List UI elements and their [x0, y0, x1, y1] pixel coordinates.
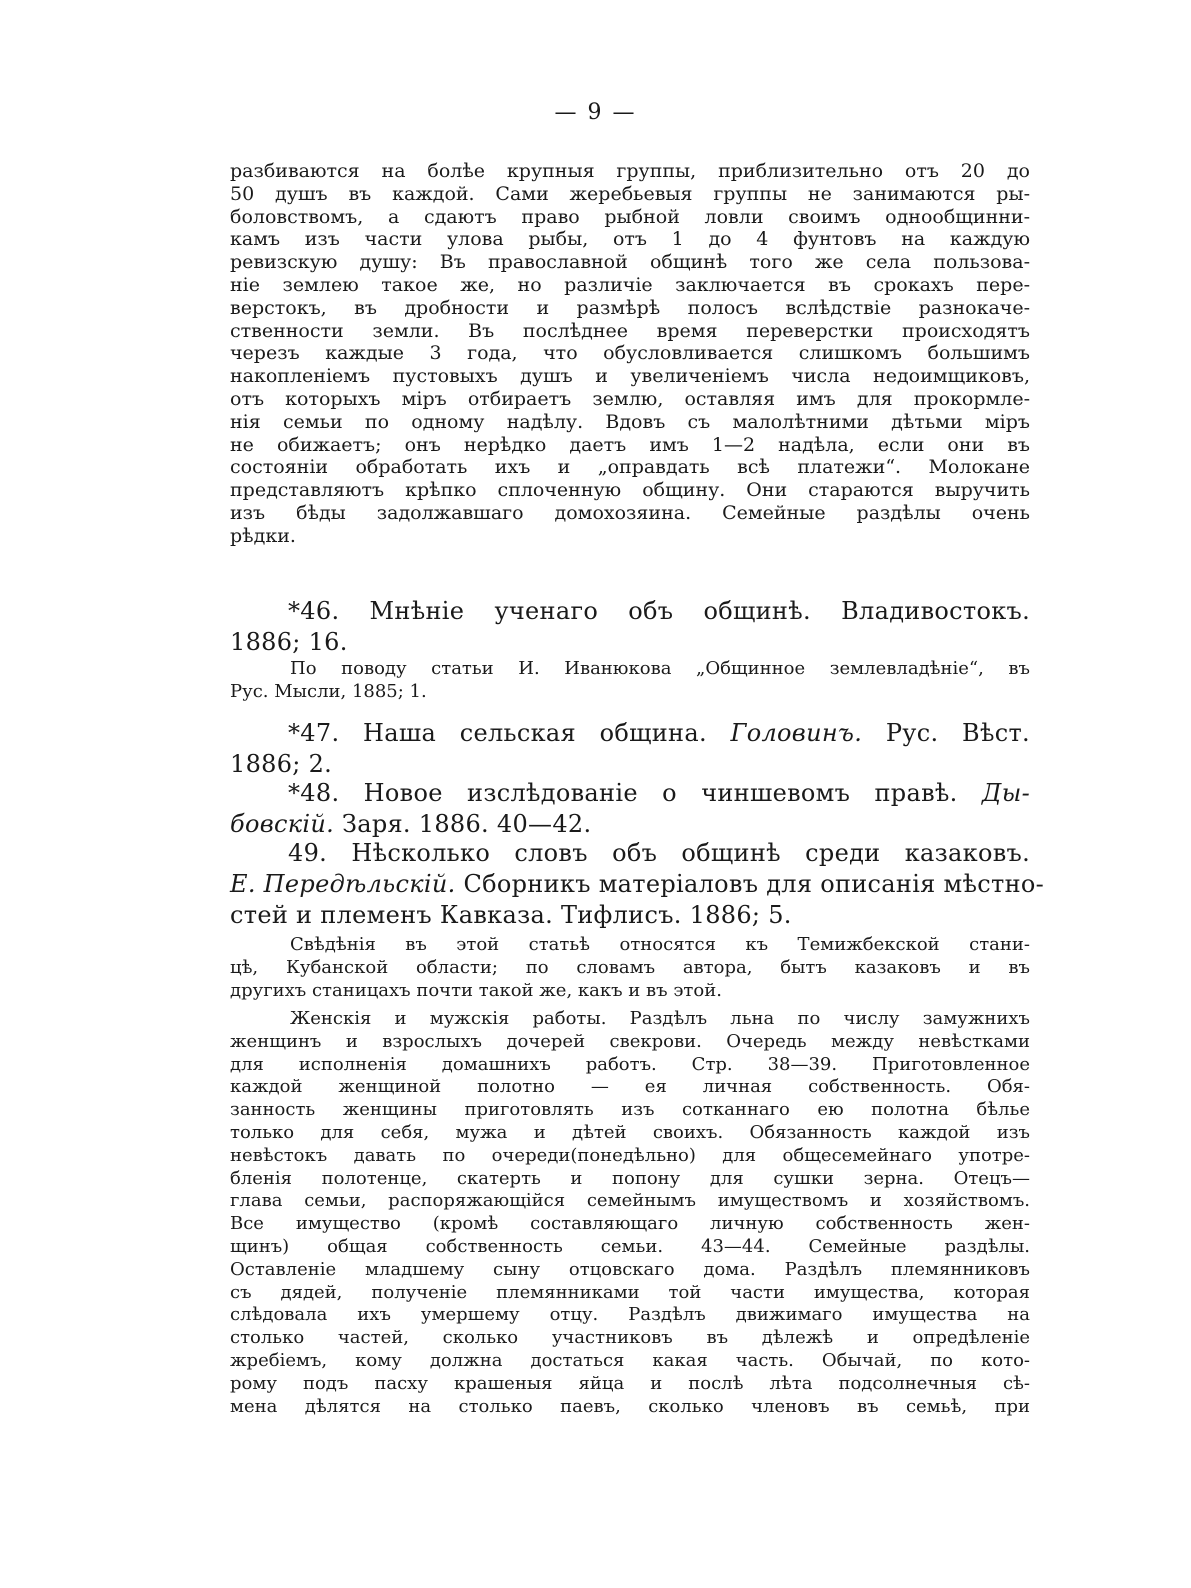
entry-title: [230, 718, 1030, 749]
entry-author: бовскій.: [230, 810, 335, 838]
text-line: ревизскую душу: Въ православной общинѣ того же села пользова-: [230, 251, 1030, 274]
entry-author: Е. Передѣльскій.: [230, 870, 456, 898]
text-line: Все имущество (кромѣ составляющаго личную собственность жен-: [230, 1213, 1030, 1235]
text-line: рѣдки.: [230, 524, 296, 547]
bibliography-entry-49: [230, 838, 1045, 931]
text-line: отъ которыхъ міръ отбираетъ землю, оставляя имъ для прокормле-: [230, 387, 1030, 410]
page-number: — 9 —: [554, 100, 637, 125]
text-line: камъ изъ части улова рыбы, отъ 1 до 4 фунтовъ на каждую: [230, 228, 1030, 251]
text-line: мена дѣлятся на столько паевъ, сколько членовъ въ семьѣ, при: [230, 1395, 1030, 1417]
text-line: бленія полотенце, скатерть и попону для сушки зерна. Отецъ—: [230, 1167, 1030, 1189]
text-line: ственности земли. Въ послѣднее время переверстки происходятъ: [230, 319, 1030, 342]
text-line: столько частей, сколько участниковъ въ дѣлежѣ и опредѣленіе: [230, 1327, 1030, 1349]
text-line: щинъ) общая собственность семьи. 43—44. Семейные раздѣлы.: [230, 1235, 1030, 1257]
bibliography-entry-47: [230, 718, 1030, 780]
bibliography-entry-48: [230, 778, 1030, 840]
text-line: состояніи обработать ихъ и „оправдать всѣ платежи“. Молокане: [230, 456, 1030, 479]
paragraph-2: [230, 934, 1030, 1002]
text-line: Свѣдѣнія въ этой статьѣ относятся къ Темижбекской стани-: [290, 934, 1030, 955]
entry-source: Заря. 1886. 40—42.: [341, 810, 592, 838]
text-line: верстокъ, въ дробности и размѣрѣ полосъ вслѣдствіе разнокаче-: [230, 296, 1030, 319]
bibliography-entry-46: [230, 596, 1030, 658]
text-line: нія семьи по одному надѣлу. Вдовъ съ малолѣтними дѣтьми міръ: [230, 410, 1030, 433]
text-line: слѣдовала ихъ умершему отцу. Раздѣлъ движимаго имущества на: [230, 1304, 1030, 1326]
entry-46-note: [230, 658, 1030, 704]
text-line: Женскія и мужскія работы. Раздѣлъ льна по числу замужнихъ: [290, 1008, 1030, 1029]
paragraph-1: [230, 160, 1030, 548]
entry-title: 49. Нѣсколько словъ объ общинѣ среди казаковъ.: [288, 839, 1030, 867]
entry-title: 1886; 2.: [230, 750, 333, 778]
text-line: глава семьи, распоряжающійся семейнымъ имуществомъ и хозяйствомъ.: [230, 1190, 1030, 1212]
entry-note: По поводу статьи И. Иванюкова „Общинное землевладѣніе“, въ: [290, 658, 1030, 679]
text-line: другихъ станицахъ почти такой же, какъ и въ этой.: [230, 979, 722, 1001]
entry-author: Головинъ.: [730, 719, 863, 747]
entry-title: [230, 778, 1030, 809]
text-line: ніе землею такое же, но различіе заключается въ срокахъ пере-: [230, 273, 1030, 296]
text-line: разбиваются на болѣе крупныя группы, приблизительно отъ 20 до: [230, 160, 1030, 182]
text-line: жребіемъ, кому должна достаться какая часть. Обычай, по кото-: [230, 1349, 1030, 1371]
entry-title: 1886; 16.: [230, 628, 348, 656]
entry-title-text: *47. Наша сельская община.: [288, 719, 707, 747]
entry-source: Рус. Вѣст.: [885, 719, 1030, 747]
text-line: занность женщины приготовлять изъ сотканнаго ею полотна бѣлье: [230, 1099, 1030, 1121]
entry-title: [230, 869, 1045, 900]
text-line: невѣстокъ давать по очереди(понедѣльно) для общесемейнаго употре-: [230, 1144, 1030, 1166]
text-line: съ дядей, полученіе племянниками той части имущества, которая: [230, 1281, 1030, 1303]
text-line: Оставленіе младшему сыну отцовскаго дома. Раздѣлъ племянниковъ: [230, 1258, 1030, 1280]
text-line: женщинъ и взрослыхъ дочерей свекрови. Очередь между невѣстками: [230, 1030, 1030, 1052]
text-line: рому подъ пасху крашеныя яйца и послѣ лѣта подсолнечныя сѣ-: [230, 1372, 1030, 1394]
text-line: боловствомъ, а сдаютъ право рыбной ловли своимъ однообщинни-: [230, 205, 1030, 228]
entry-title: *46. Мнѣніе ученаго объ общинѣ. Владивостокъ.: [288, 597, 1030, 625]
entry-source: Сборникъ матеріаловъ для описанія мѣстно-: [463, 870, 1045, 898]
text-line: для исполненія домашнихъ работъ. Стр. 38—39. Приготовленное: [230, 1053, 1030, 1075]
entry-title: стей и племенъ Кавказа. Тифлисъ. 1886; 5.: [230, 901, 792, 929]
entry-title-text: *48. Новое изслѣдованіе о чиншевомъ правѣ.: [288, 779, 958, 807]
entry-note: Рус. Мысли, 1885; 1.: [230, 680, 427, 702]
text-line: черезъ каждые 3 года, что обусловливается слишкомъ большимъ: [230, 342, 1030, 365]
entry-author: Ды-: [981, 779, 1030, 807]
text-line: каждой женщиной полотно — ея личная собственность. Обя-: [230, 1076, 1030, 1098]
text-line: изъ бѣды задолжавшаго домохозяина. Семейные раздѣлы очень: [230, 501, 1030, 524]
entry-title: [230, 809, 1030, 840]
text-line: 50 душъ въ каждой. Сами жеребьевыя группы не занимаются ры-: [230, 182, 1030, 205]
text-line: цѣ, Кубанской области; по словамъ автора, бытъ казаковъ и въ: [230, 956, 1030, 978]
text-line: представляютъ крѣпко сплоченную общину. Они стараются выручить: [230, 479, 1030, 502]
paragraph-3: [230, 1008, 1030, 1418]
text-line: не обижаетъ; онъ нерѣдко даетъ имъ 1—2 надѣла, если они въ: [230, 433, 1030, 456]
text-line: накопленіемъ пустовыхъ душъ и увеличеніемъ числа недоимщиковъ,: [230, 365, 1030, 388]
text-line: только для себя, мужа и дѣтей своихъ. Обязанность каждой изъ: [230, 1121, 1030, 1143]
